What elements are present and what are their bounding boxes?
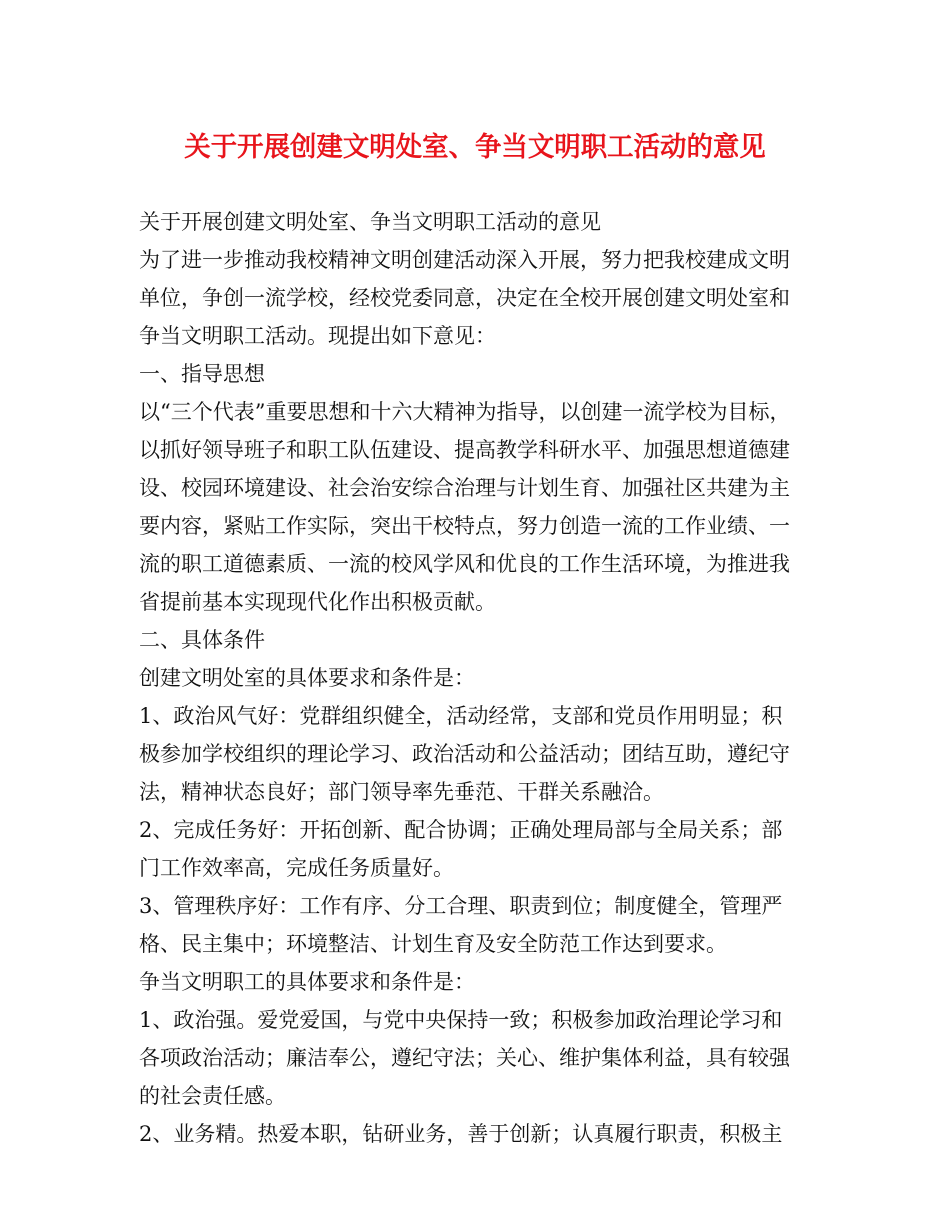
paragraph-line: 一、指导思想 — [139, 362, 265, 386]
paragraph-line: 争当文明职工的具体要求和条件是： — [139, 970, 475, 994]
paragraph-line: 2、业务精。热爱本职，钻研业务，善于创新；认真履行职责，积极主 — [139, 1122, 783, 1146]
paragraph-line: 设、校园环境建设、社会治安综合治理与计划生育、加强社区共建为主 — [139, 476, 790, 500]
paragraph-line: 格、民主集中；环境整洁、计划生育及安全防范工作达到要求。 — [139, 932, 727, 956]
paragraph-line: 门工作效率高，完成任务质量好。 — [139, 856, 454, 880]
paragraph-line: 以抓好领导班子和职工队伍建设、提高教学科研水平、加强思想道德建 — [139, 438, 790, 462]
document-body — [139, 203, 819, 1153]
paragraph-line: 各项政治活动；廉洁奉公，遵纪守法；关心、维护集体利益，具有较强 — [139, 1046, 790, 1070]
paragraph-line: 3、管理秩序好：工作有序、分工合理、职责到位；制度健全，管理严 — [139, 894, 783, 918]
paragraph-line: 以“三个代表”重要思想和十六大精神为指导，以创建一流学校为目标， — [139, 400, 791, 424]
paragraph-line: 1、政治风气好：党群组织健全，活动经常，支部和党员作用明显；积 — [139, 704, 783, 728]
paragraph-line: 争当文明职工活动。现提出如下意见： — [139, 324, 496, 348]
paragraph-line: 单位，争创一流学校，经校党委同意，决定在全校开展创建文明处室和 — [139, 286, 790, 310]
paragraph-line: 极参加学校组织的理论学习、政治活动和公益活动；团结互助，遵纪守 — [139, 742, 790, 766]
paragraph-line: 2、完成任务好：开拓创新、配合协调；正确处理局部与全局关系；部 — [139, 818, 783, 842]
paragraph-line: 的社会责任感。 — [139, 1084, 286, 1108]
paragraph-line: 法，精神状态良好；部门领导率先垂范、干群关系融洽。 — [139, 780, 664, 804]
document-title: 关于开展创建文明处室、争当文明职工活动的意见 — [184, 132, 766, 163]
paragraph-line: 省提前基本实现现代化作出积极贡献。 — [139, 590, 496, 614]
paragraph-line: 二、具体条件 — [139, 628, 265, 652]
paragraph-line: 创建文明处室的具体要求和条件是： — [139, 666, 475, 690]
paragraph-line: 关于开展创建文明处室、争当文明职工活动的意见 — [139, 210, 601, 234]
paragraph-line: 要内容，紧贴工作实际，突出干校特点，努力创造一流的工作业绩、一 — [139, 514, 790, 538]
paragraph-line: 为了进一步推动我校精神文明创建活动深入开展，努力把我校建成文明 — [139, 248, 790, 272]
paragraph-line: 流的职工道德素质、一流的校风学风和优良的工作生活环境，为推进我 — [139, 552, 790, 576]
paragraph-line: 1、政治强。爱党爱国，与党中央保持一致；积极参加政治理论学习和 — [139, 1008, 783, 1032]
